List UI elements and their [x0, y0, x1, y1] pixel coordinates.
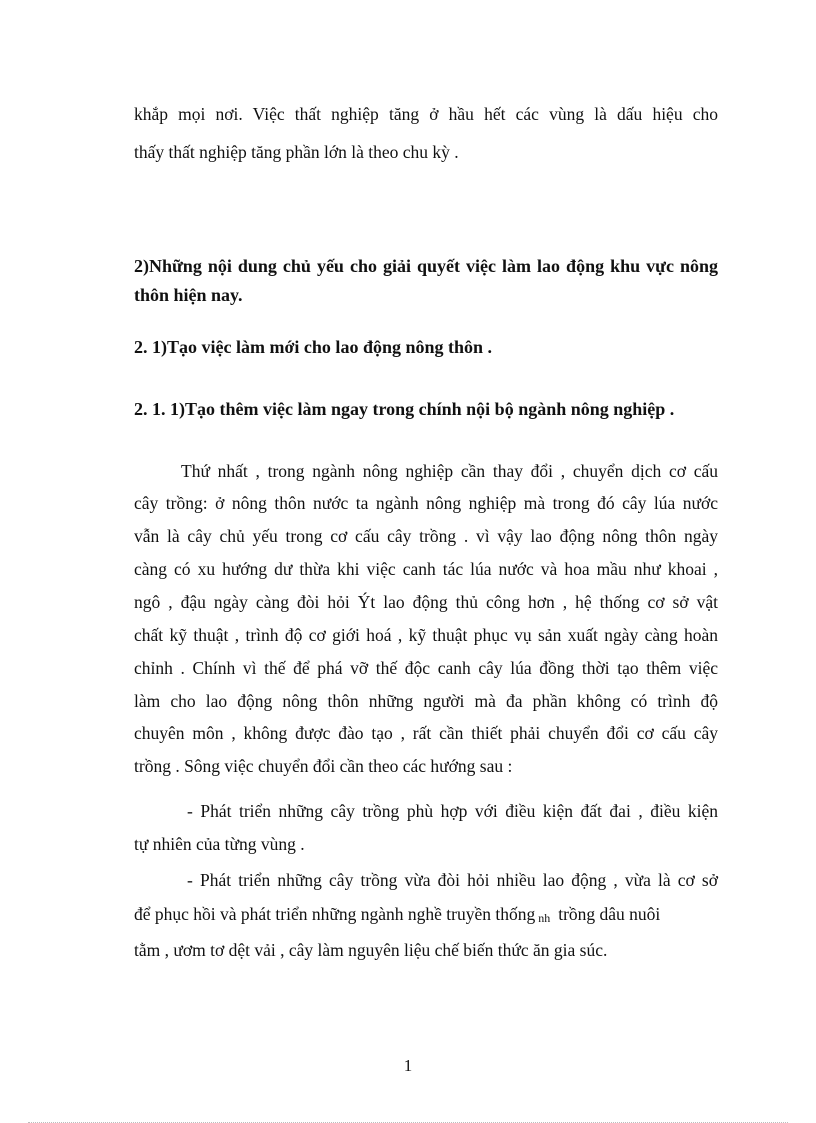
body-line-4: càng có xu hướng dư thừa khi việc canh tác lúa nước và hoa mầu như khoai , [134, 559, 718, 579]
heading-main-line-2: thôn hiện nay. [134, 285, 243, 305]
body-line-1: Thứ nhất , trong ngành nông nghiệp cần thay đổi , chuyển dịch cơ cấu [181, 461, 718, 481]
body-line-9: chuyên môn , không được đào tạo , rất cần thiết phải chuyển đổi cơ cấu cây [134, 723, 718, 743]
bullet-2-line-1: - Phát triển những cây trồng vừa đòi hỏi nhiều lao động , vừa là cơ sở [187, 870, 718, 890]
body-line-8: làm cho lao động nông thôn những người mà đa phần không có trình độ [134, 691, 718, 711]
bullet-2-line-2-tail: trồng dâu nuôi [558, 904, 661, 924]
bullet-1-line-2: tự nhiên của từng vùng . [134, 834, 305, 854]
body-line-7: chỉnh . Chính vì thế để phá vỡ thế độc canh cây lúa đồng thời tạo thêm việc [134, 658, 718, 678]
intro-line-1: khắp mọi nơi. Việc thất nghiệp tăng ở hầu hết các vùng là dấu hiệu cho [134, 104, 718, 124]
body-line-2: cây trồng: ở nông thôn nước ta ngành nông nghiệp mà trong đó cây lúa nước [134, 493, 718, 513]
stray-fragment: nh [538, 911, 551, 925]
body-line-10: trồng . Sông việc chuyển đổi cần theo các hướng sau : [134, 756, 513, 776]
intro-line-2: thấy thất nghiệp tăng phần lớn là theo chu kỳ . [134, 142, 459, 162]
body-line-6: chất kỹ thuật , trình độ cơ giới hoá , kỹ thuật phục vụ sản xuất ngày càng hoàn [134, 625, 718, 645]
bullet-2-line-2-text: để phục hồi và phát triển những ngành nghề truyền thống [134, 904, 536, 924]
heading-2-1: 2. 1)Tạo việc làm mới cho lao động nông thôn . [134, 337, 492, 357]
heading-main-line-1: 2)Những nội dung chủ yếu cho giải quyết việc làm lao động khu vực nông [134, 256, 718, 276]
bullet-2-line-3: tằm , ươm tơ dệt vải , cây làm nguyên liệu chế biến thức ăn gia súc. [134, 940, 608, 960]
heading-2-1-1: 2. 1. 1)Tạo thêm việc làm ngay trong chính nội bộ ngành nông nghiệp . [134, 399, 675, 419]
body-line-5: ngô , đậu ngày càng đòi hỏi Ýt lao động thủ công hơn , hệ thống cơ sở vật [134, 592, 718, 612]
bullet-2-line-2 [134, 902, 718, 930]
page-number: 1 [403, 1056, 413, 1075]
body-line-3: vẫn là cây chủ yếu trong cơ cấu cây trồng . vì vậy lao động nông thôn ngày [134, 526, 718, 546]
bullet-1-line-1: - Phát triển những cây trồng phù hợp với điều kiện đất đai , điều kiện [187, 801, 718, 821]
